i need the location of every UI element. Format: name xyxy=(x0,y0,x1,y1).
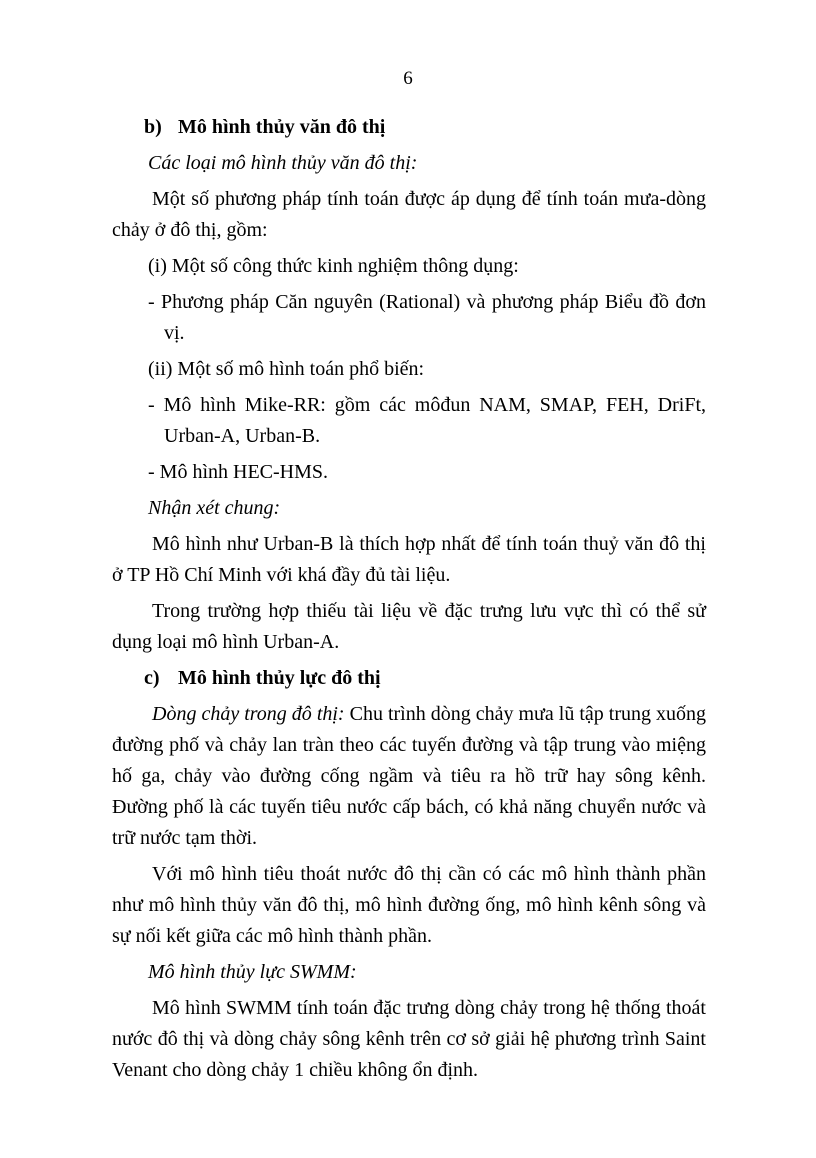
urban-b-remark-paragraph: Mô hình như Urban-B là thích hợp nhất để tính toán thuỷ văn đô thị ở TP Hồ Chí Minh với khá đầy đủ tài liệu. xyxy=(112,533,706,586)
rational-method-bullet: - Phương pháp Căn nguyên (Rational) và phương pháp Biểu đồ đơn vị. xyxy=(148,291,706,344)
page-content xyxy=(112,112,706,1091)
swmm-model-paragraph: Mô hình SWMM tính toán đặc trưng dòng chảy trong hệ thống thoát nước đô thị và dòng chảy sông kênh trên cơ sở giải hệ phương trình Saint Venant cho dòng chảy 1 chiều không ổn định. xyxy=(112,997,706,1081)
empirical-formulas-item: (i) Một số công thức kinh nghiệm thông dụng: xyxy=(148,255,519,277)
urban-flow-label: Dòng chảy trong đô thị: xyxy=(152,703,345,725)
methods-intro-paragraph: Một số phương pháp tính toán được áp dụng để tính toán mưa-dòng chảy ở đô thị, gồm: xyxy=(112,188,706,241)
section-c-title: Mô hình thủy lực đô thị xyxy=(178,667,381,689)
general-remarks-subheading: Nhận xét chung: xyxy=(148,497,281,519)
urban-flow-text: Chu trình dòng chảy mưa lũ tập trung xuống đường phố và chảy lan tràn theo các tuyến đường và tập trung vào miệng hố ga, chảy vào đường cống ngầm và tiêu ra hồ trữ hay sông kênh. Đường phố là các tuyến tiêu nước cấp bách, có khả năng chuyển nước và trữ nước tạm thời. xyxy=(112,703,706,849)
section-b-heading xyxy=(144,112,706,143)
urban-a-remark-paragraph: Trong trường hợp thiếu tài liệu về đặc trưng lưu vực thì có thể sử dụng loại mô hình Urban-A. xyxy=(112,600,706,653)
section-c-heading xyxy=(144,663,706,694)
math-models-item: (ii) Một số mô hình toán phổ biến: xyxy=(148,358,425,380)
section-b-marker: b) xyxy=(144,116,162,138)
drainage-model-paragraph: Với mô hình tiêu thoát nước đô thị cần có các mô hình thành phần như mô hình thủy văn đô thị, mô hình đường ống, mô hình kênh sông và sự nối kết giữa các mô hình thành phần. xyxy=(112,863,706,947)
section-b-title: Mô hình thủy văn đô thị xyxy=(178,116,386,138)
page-number: 6 xyxy=(403,68,413,89)
urban-flow-paragraph xyxy=(112,699,706,854)
mike-rr-bullet: - Mô hình Mike-RR: gồm các môđun NAM, SMAP, FEH, DriFt, Urban-A, Urban-B. xyxy=(148,394,706,447)
section-c-marker: c) xyxy=(144,667,160,689)
swmm-model-subheading: Mô hình thủy lực SWMM: xyxy=(148,961,357,983)
hec-hms-bullet: - Mô hình HEC-HMS. xyxy=(148,461,329,483)
urban-hydrology-models-subheading: Các loại mô hình thủy văn đô thị: xyxy=(148,152,418,174)
